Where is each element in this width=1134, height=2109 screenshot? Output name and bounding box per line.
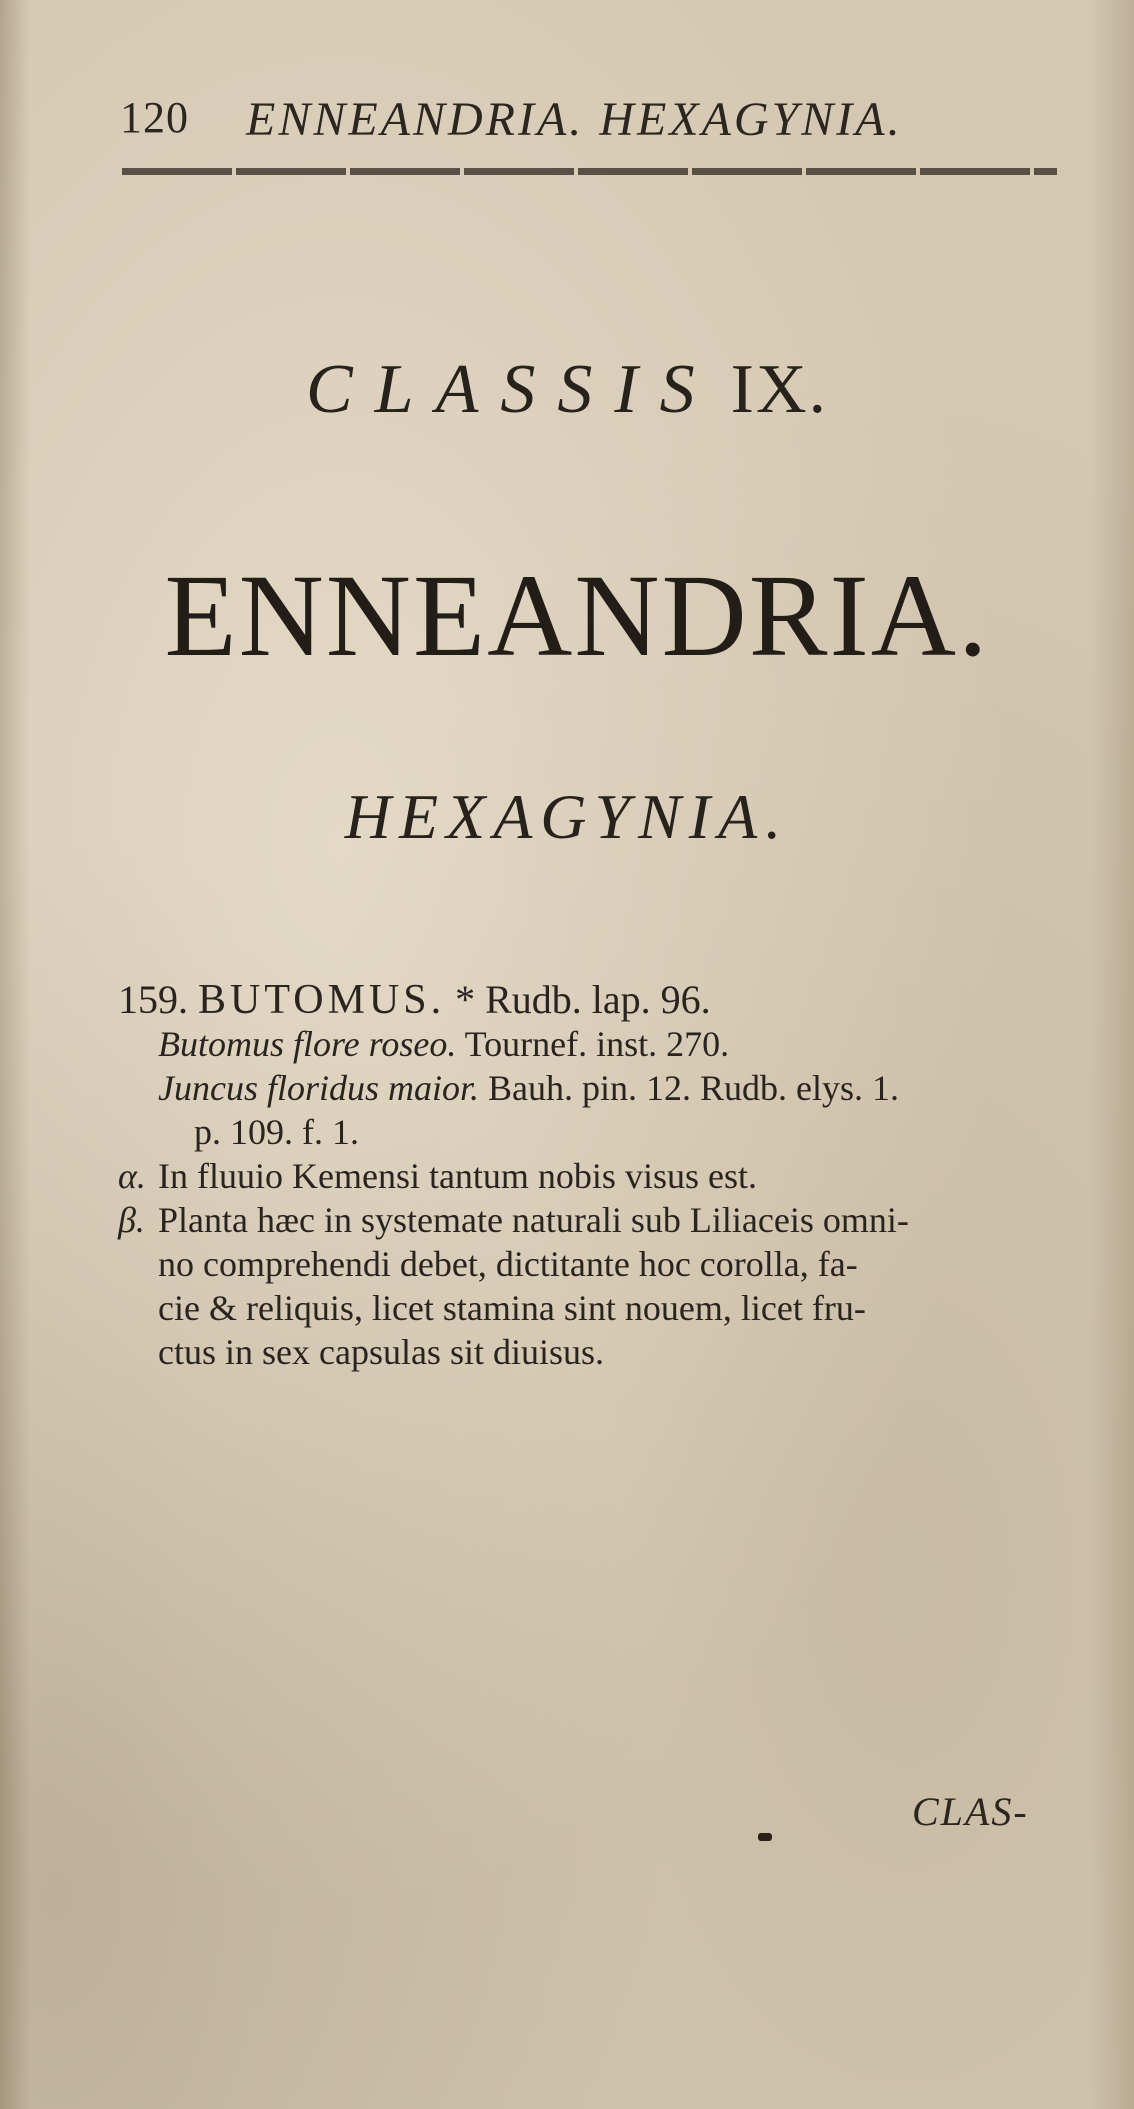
order-name: HEXAGYNIA.	[344, 781, 790, 852]
synonym-name: Juncus floridus maior.	[158, 1068, 480, 1108]
note-text-continued: cie & reliquis, licet stamina sint nouem, licet fru-	[158, 1288, 866, 1328]
header-rule	[122, 168, 1057, 175]
class-word: CLASSIS	[305, 351, 717, 428]
note-marker: β.	[118, 1200, 145, 1240]
page-number: 120	[120, 93, 189, 142]
running-title: ENNEANDRIA. HEXAGYNIA.	[246, 93, 903, 146]
note-marker: α.	[118, 1156, 146, 1196]
note-beta	[118, 1198, 1078, 1242]
running-head	[120, 92, 1060, 152]
synonym-name: Butomus flore roseo.	[158, 1024, 457, 1064]
ink-mark	[758, 1833, 772, 1841]
genus-name: BUTOMUS.	[198, 977, 446, 1023]
synonym-continuation: p. 109. f. 1.	[194, 1112, 359, 1152]
class-heading	[0, 350, 1134, 430]
entry-head-line	[118, 978, 1078, 1022]
entry-number: 159.	[118, 977, 188, 1022]
note-text-continued: ctus in sex capsulas sit diuisus.	[158, 1332, 604, 1372]
note-alpha	[118, 1154, 1078, 1198]
catchword: CLAS-	[912, 1789, 1029, 1834]
synonym-citation: Bauh. pin. 12. Rudb. elys. 1.	[479, 1068, 900, 1108]
synonym-line	[118, 1022, 1078, 1066]
entry-reference: * Rudb. lap. 96.	[455, 977, 711, 1022]
synonym-citation: Tournef. inst. 270.	[456, 1024, 730, 1064]
class-name: ENNEANDRIA.	[164, 550, 990, 681]
note-text: In fluuio Kemensi tantum nobis visus est.	[158, 1156, 757, 1196]
genus-entry	[118, 978, 1078, 1374]
class-number: IX.	[730, 351, 829, 428]
synonym-line	[118, 1066, 1078, 1110]
note-text-continued: no comprehendi debet, dictitante hoc corolla, fa-	[158, 1244, 858, 1284]
note-text: Planta hæc in systemate naturali sub Liliaceis omni-	[158, 1200, 909, 1240]
